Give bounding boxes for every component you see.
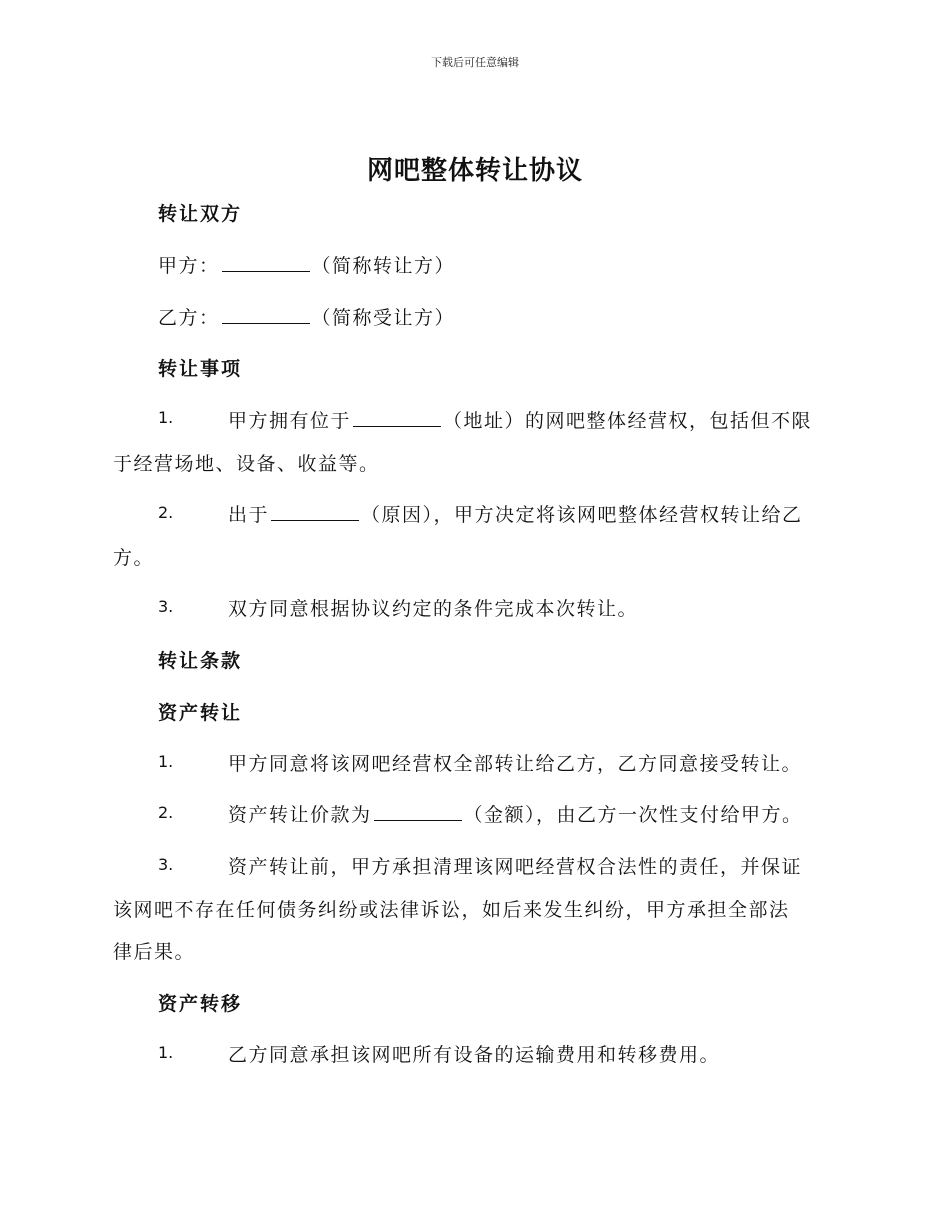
matters-item-2-number: 2. xyxy=(158,503,174,522)
amount-blank[interactable] xyxy=(374,800,462,821)
party-a-label: 甲方： xyxy=(158,255,220,277)
asset-transfer-item-2-number: 2. xyxy=(158,803,174,822)
asset-transfer-item-1: 甲方同意将该网吧经营权全部转让给乙方，乙方同意接受转让。 xyxy=(228,753,803,775)
matters-item-1-number: 1. xyxy=(158,408,174,427)
asset-transfer-item-3-number: 3. xyxy=(158,855,174,874)
matters-item-3: 双方同意根据协议约定的条件完成本次转让。 xyxy=(228,598,639,620)
matters-item-2-pre: 出于 xyxy=(228,504,270,526)
party-b-line xyxy=(158,303,455,330)
party-b-note: （简称受让方） xyxy=(311,307,456,329)
asset-move-item-1: 乙方同意承担该网吧所有设备的运输费用和转移费用。 xyxy=(228,1044,721,1066)
matters-item-2-post: （原因），甲方决定将该网吧整体经营权转让给乙 xyxy=(361,504,803,526)
matters-item-1 xyxy=(228,406,812,433)
section-heading-asset-move: 资产转移 xyxy=(158,993,243,1015)
asset-transfer-item-3-continuation-2: 律后果。 xyxy=(113,941,196,963)
asset-transfer-item-3-continuation-1: 该网吧不存在任何债务纠纷或法律诉讼，如后来发生纠纷，甲方承担全部法 xyxy=(113,899,790,921)
section-heading-terms: 转让条款 xyxy=(158,650,243,672)
party-a-line xyxy=(158,251,455,278)
matters-item-3-number: 3. xyxy=(158,597,174,616)
asset-transfer-item-2-post: （金额），由乙方一次性支付给甲方。 xyxy=(463,804,803,826)
asset-transfer-item-2-pre: 资产转让价款为 xyxy=(228,804,372,826)
matters-item-2-continuation: 方。 xyxy=(113,547,155,569)
asset-transfer-item-3: 资产转让前，甲方承担清理该网吧经营权合法性的责任，并保证 xyxy=(228,856,803,878)
address-blank[interactable] xyxy=(353,406,441,427)
asset-transfer-item-1-number: 1. xyxy=(158,752,174,771)
reason-blank[interactable] xyxy=(271,500,359,521)
party-a-note: （简称转让方） xyxy=(311,255,456,277)
asset-transfer-item-2 xyxy=(228,800,803,827)
section-heading-asset-transfer: 资产转让 xyxy=(158,702,243,724)
party-a-blank[interactable] xyxy=(222,251,310,272)
party-b-label: 乙方： xyxy=(158,307,220,329)
section-heading-parties: 转让双方 xyxy=(158,203,243,225)
party-b-blank[interactable] xyxy=(222,303,310,324)
asset-move-item-1-number: 1. xyxy=(158,1043,174,1062)
matters-item-1-pre: 甲方拥有位于 xyxy=(228,410,352,432)
section-heading-matters: 转让事项 xyxy=(158,358,243,380)
matters-item-1-continuation: 于经营场地、设备、收益等。 xyxy=(113,453,380,475)
matters-item-2 xyxy=(228,500,803,527)
page-header: 下载后可任意编辑 xyxy=(431,56,519,69)
document-title: 网吧整体转让协议 xyxy=(366,156,583,186)
matters-item-1-post: （地址）的网吧整体经营权，包括但不限 xyxy=(443,410,813,432)
